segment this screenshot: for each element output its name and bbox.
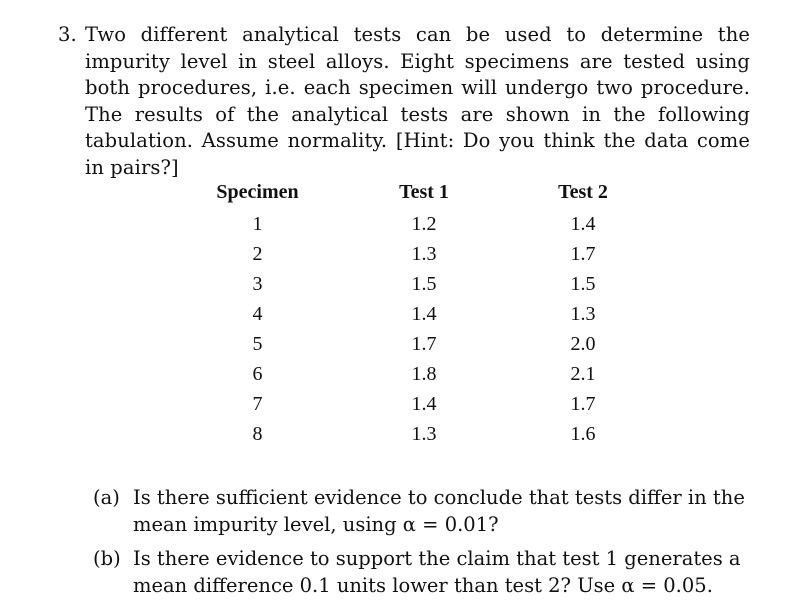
table-cell: 1.6 bbox=[570, 423, 596, 445]
table-cell: 1.5 bbox=[570, 273, 596, 295]
question-parts bbox=[93, 485, 758, 607]
table-cell: 6 bbox=[252, 363, 263, 385]
table-row bbox=[180, 243, 653, 273]
table-cell: 1.3 bbox=[570, 303, 596, 325]
problem-text: Two different analytical tests can be used to determine the impurity level in steel alloys. Eight specimens are tested using both procedures, i.e. each specimen will undergo two procedure. The results of the analytical tests are shown in the following tabulation. Assume normality. [Hint: Do you think the data come in pairs?] bbox=[85, 23, 750, 179]
table-cell: 2 bbox=[252, 243, 263, 265]
table-row bbox=[180, 273, 653, 303]
table-row bbox=[180, 213, 653, 243]
part-b-label: (b) bbox=[93, 547, 121, 570]
part-a-label: (a) bbox=[93, 486, 120, 509]
problem-statement bbox=[58, 22, 758, 181]
part-a-text: Is there sufficient evidence to conclude that tests differ in the mean impurity level, using α = 0.01? bbox=[133, 486, 745, 536]
table-row bbox=[180, 423, 653, 453]
table-cell: 1.7 bbox=[411, 333, 437, 355]
table-cell: 1.3 bbox=[411, 423, 437, 445]
table-cell: 1.7 bbox=[570, 393, 596, 415]
table-cell: 8 bbox=[252, 423, 263, 445]
table-cell: 1.4 bbox=[411, 303, 437, 325]
part-b-text: Is there evidence to support the claim that test 1 generates a mean difference 0.1 units lower than test 2? Use α = 0.05. bbox=[133, 547, 741, 597]
column-header-test-1: Test 1 bbox=[399, 181, 449, 203]
table-cell: 1.4 bbox=[411, 393, 437, 415]
table-cell: 2.1 bbox=[570, 363, 596, 385]
table-row bbox=[180, 393, 653, 423]
table-cell: 1 bbox=[252, 213, 263, 235]
table-cell: 1.5 bbox=[411, 273, 437, 295]
table-row bbox=[180, 303, 653, 333]
table-cell: 1.8 bbox=[411, 363, 437, 385]
table-cell: 5 bbox=[252, 333, 263, 355]
table-header-row bbox=[180, 181, 653, 213]
part-b bbox=[93, 546, 758, 599]
problem-number: 3. bbox=[58, 23, 77, 46]
table-cell: 1.4 bbox=[570, 213, 596, 235]
table-row bbox=[180, 363, 653, 393]
table-cell: 1.3 bbox=[411, 243, 437, 265]
table-cell: 1.2 bbox=[411, 213, 437, 235]
table-cell: 1.7 bbox=[570, 243, 596, 265]
table-cell: 4 bbox=[252, 303, 263, 325]
part-a bbox=[93, 485, 758, 538]
table-cell: 3 bbox=[252, 273, 263, 295]
table-row bbox=[180, 333, 653, 363]
table-cell: 7 bbox=[252, 393, 263, 415]
column-header-test-2: Test 2 bbox=[558, 181, 608, 203]
data-table bbox=[180, 181, 653, 453]
column-header-specimen: Specimen bbox=[216, 181, 299, 203]
table-cell: 2.0 bbox=[570, 333, 596, 355]
